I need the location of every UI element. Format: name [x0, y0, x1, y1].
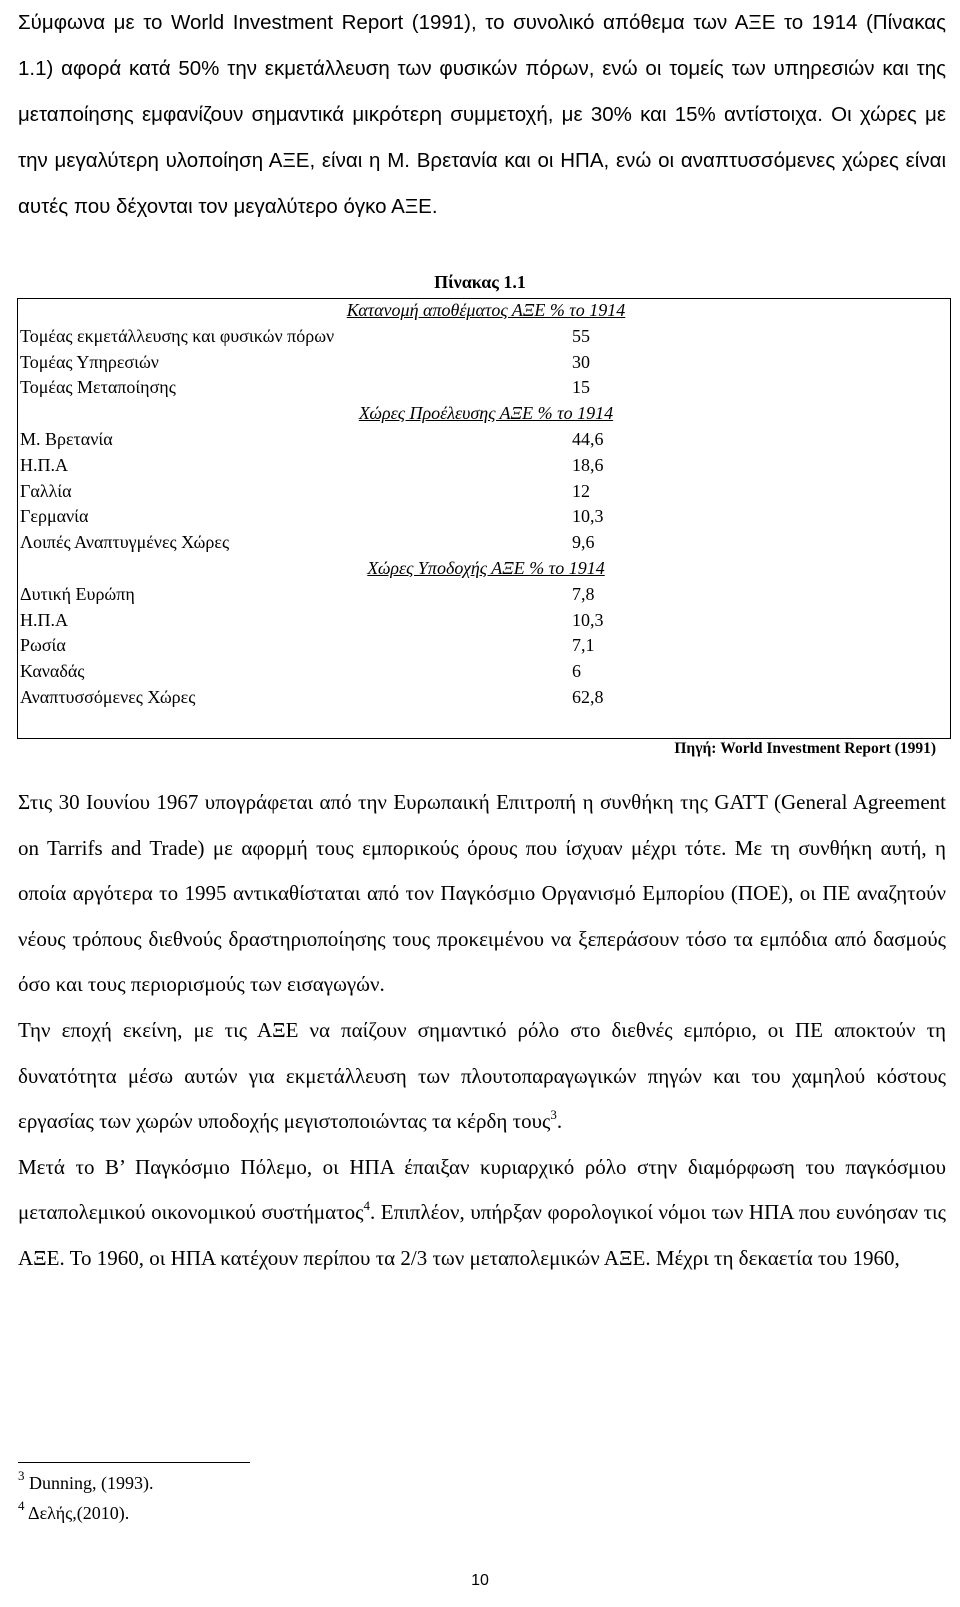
row-label: Λοιπές Αναπτυγμένες Χώρες — [20, 532, 230, 553]
table-row — [17, 530, 952, 556]
row-label: Τομέας Υπηρεσιών — [20, 351, 159, 372]
table-row — [17, 659, 952, 685]
footnote-ref-4[interactable]: 4 — [363, 1198, 370, 1214]
footnote-separator — [18, 1462, 250, 1463]
row-value: 44,6 — [572, 428, 604, 449]
row-value: 7,1 — [572, 635, 595, 656]
table-section-heading: Χώρες Προέλευσης ΑΞΕ % το 1914 — [358, 403, 614, 424]
footnotes — [18, 1468, 154, 1528]
row-label: Η.Π.Α — [20, 609, 68, 630]
page-number: 10 — [471, 1572, 489, 1589]
row-label: Καναδάς — [20, 661, 85, 682]
row-value: 10,3 — [572, 506, 604, 527]
row-value: 10,3 — [572, 609, 604, 630]
paragraph-fdi-era: Την εποχή εκείνη, με τις ΑΞΕ να παίζουν σημαντικό ρόλο στο διεθνές εμπόριο, οι ΠΕ αποκτούν τη δυνατότητα μέσω αυτών για εκμετάλλευση των πλουτοπαραγωγικών πηγών και του χαμηλού κόστους εργασίας των χωρών υποδοχής μεγιστοποιώντας τα κέρδη τους$^3$. — [18, 1017, 946, 1134]
footnote-ref-3[interactable]: 3 — [550, 1107, 557, 1123]
table-source: Πηγή: World Investment Report (1991) — [674, 740, 936, 757]
row-value: 18,6 — [572, 454, 604, 475]
row-value: 12 — [572, 480, 590, 501]
row-label: Γερμανία — [20, 506, 89, 527]
row-label: Γαλλία — [20, 480, 72, 501]
table-title: Πίνακας 1.1 — [434, 272, 526, 292]
row-value: 55 — [572, 325, 590, 346]
table-row — [17, 582, 952, 608]
paragraph-gatt: Στις 30 Ιουνίου 1967 υπογράφεται από την Ευρωπαική Επιτροπή η συνθήκη της GATT (General Agreement on Tarrifs and Trade) με αφορμή τους εμπορικούς όρους που ίσχυαν μέχρι τότε. Με τη συνθήκη αυτή, η οποία αργότερα το 1995 αντικαθίσταται από τον Παγκόσμιο Οργανισμό Εμπορίου (ΠΟΕ), οι ΠΕ αναζητούν νέους τρόπους διεθνούς δραστηριοποίησης τους προκειμένου να ξεπεράσουν τόσο τα εμπόδια από δασμούς όσο και τους περιορισμούς των εισαγωγών. — [18, 790, 946, 997]
table-row — [17, 453, 952, 479]
footnote: $^3$ Dunning, (1993). — [18, 1468, 154, 1493]
table-row — [17, 375, 952, 401]
row-label: Τομέας εκμετάλλευσης και φυσικών πόρων — [20, 325, 335, 346]
row-label: Αναπτυσσόμενες Χώρες — [20, 686, 196, 707]
row-label: Ρωσία — [20, 635, 66, 656]
row-label: Τομέας Μεταποίησης — [20, 377, 176, 398]
footnote: $^4$ Δελής,(2010). — [18, 1498, 130, 1523]
fdi-table — [17, 298, 952, 711]
table-section-heading: Κατανομή αποθέματος ΑΞΕ % το 1914 — [346, 300, 626, 320]
table-row — [17, 479, 952, 505]
row-label: Η.Π.Α — [20, 454, 68, 475]
row-value: 30 — [572, 351, 590, 372]
table-row — [17, 633, 952, 659]
table-row — [17, 608, 952, 634]
row-value: 7,8 — [572, 583, 595, 604]
intro-paragraph: Σύμφωνα με το World Investment Report (1991), το συνολικό απόθεμα των ΑΞΕ το 1914 (Πίνακας 1.1) αφορά κατά 50% την εκμετάλλευση των φυσικών πόρων, ενώ οι τομείς των υπηρεσιών και της μεταποίησης εμφανίζουν σημαντικά μικρότερη συμμετοχή, με 30% και 15% αντίστοιχα. Οι χώρες με την μεγαλύτερη υλοποίηση ΑΞΕ, είναι η Μ. Βρετανία και οι ΗΠΑ, ενώ οι αναπτυσσόμενες χώρες είναι αυτές που δέχονται τον μεγαλύτερο όγκο ΑΞΕ. — [18, 11, 946, 218]
row-value: 9,6 — [572, 532, 595, 553]
table-row — [17, 504, 952, 530]
row-label: Μ. Βρετανία — [20, 428, 113, 449]
row-value: 6 — [572, 661, 581, 682]
table-row — [17, 685, 952, 711]
row-value: 62,8 — [572, 686, 604, 707]
table-row — [17, 350, 952, 376]
paragraph-postwar: Μετά το Β’ Παγκόσμιο Πόλεμο, οι ΗΠΑ έπαιξαν κυριαρχικό ρόλο στην διαμόρφωση του παγκόσμιου μεταπολεμικού οικονομικού συστήματος$^4$. Επιπλέον, υπήρξαν φορολογικοί νόμοι των ΗΠΑ που ευνόησαν τις ΑΞΕ. Το 1960, οι ΗΠΑ κατέχουν περίπου τα 2/3 των μεταπολεμικών ΑΞΕ. Μέχρι τη δεκαετία του 1960, — [18, 1154, 946, 1270]
table-section-heading: Χώρες Υποδοχής ΑΞΕ % το 1914 — [367, 557, 605, 578]
row-value: 15 — [572, 377, 590, 398]
table-row — [17, 324, 952, 350]
body-text — [18, 780, 946, 1282]
row-label: Δυτική Ευρώπη — [20, 583, 135, 604]
table-row — [17, 427, 952, 453]
